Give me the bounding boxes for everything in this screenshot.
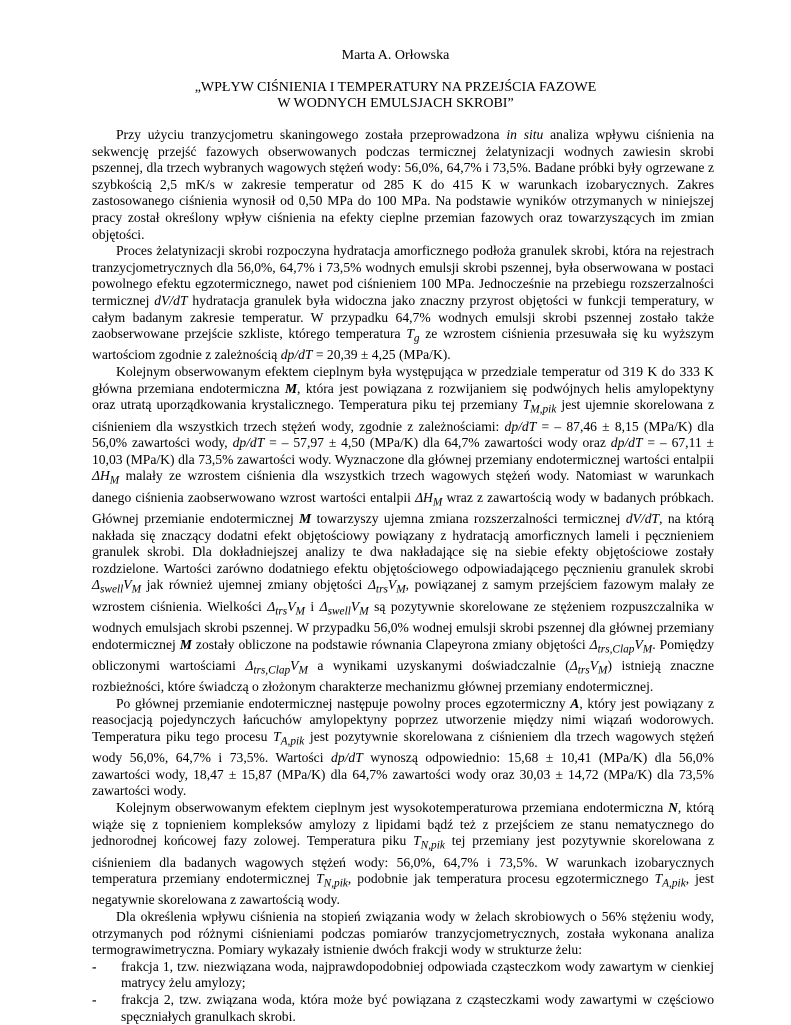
- paragraph-intro: Przy użyciu tranzycjometru skaningowego została przeprowadzona in situ analiza wpływu ciśnienia na sekwencję przejść fazowych obserwowanych podczas termicznej żelatynizacji wodnych zawiesin skrobi pszennej, dla trzech wybranych wagowych stężeń wody: 56,0%, 64,7% i 73,5%. Badane próbki były ogrzewane z szybkością 2,5 mK/s w zakresie temperatur od 285 K do 415 K w warunkach izobarycznych. Zakres zastosowanego ciśnienia wynosił od 0,50 MPa do 100 MPa. Na podstawie wyników otrzymanych w niniejszej pracy został określony wpływ ciśnienia na efekty cieplne przemian fazowych oraz towarzyszących im zmian objętości.: [92, 127, 714, 242]
- document-title: [0, 80, 791, 112]
- list-item: - frakcja 2, tzw. związana woda, która może być powiązana z cząsteczkami wody zawartymi w częściowo spęczniałych granulkach skrobi.: [92, 992, 714, 1025]
- paragraph-high-temperature-transition: Kolejnym obserwowanym efektem cieplnym jest wysokotemperaturowa przemiana endotermiczna N, którą wiąże się z topnieniem kompleksów amylozy z lipidami bądź też z przejściem ze stanu nematycznego do jednorodnej końcowej fazy zolowej. Temperatura piku $T_{N,pik}$ tej przemiany jest pozytywnie skorelowana z ciśnieniem dla badanych wagowych stężeń wody: 56,0%, 64,7% i 73,5%. W warunkach izobarycznych temperatura przemiany endotermicznej $T_{N,pik}$, podobnie jak temperatura procesu egzotermicznego $T_{A,pik}$, jest negatywnie skorelowana z zawartością wody.: [92, 800, 715, 908]
- paragraph-main-transition: Kolejnym obserwowanym efektem cieplnym była występująca w przedziale temperatur od 319 K do 333 K główna przemiana endotermiczna M, która jest powiązana z rozwijaniem się podwójnych helis amylopektyny oraz utratą uporządkowania krystalicznego. Temperatura piku tej przemiany $T_{M,pik}$ jest ujemnie skorelowana z ciśnieniem dla wszystkich trzech stężeń wody, zgodnie z zależnościami: dp/dT = – 87,46 ± 8,15 (MPa/K) dla 56,0% zawartości wody, dp/dT = – 57,97 ± 4,50 (MPa/K) dla 64,7% zawartości wody oraz dp/dT = – 67,11 ± 10,03 (MPa/K) dla 73,5% zawartości wody. Wyznaczone dla głównej przemiany endotermicznej wartości entalpii $\Delta H_M$ malały ze wzrostem ciśnienia dla wszystkich trzech wagowych stężeń wody. Natomiast w warunkach danego ciśnienia zaobserwowano wzrost wartości entalpii $\Delta H_M$ wraz z zawartością wody w badanych próbkach. Głównej przemianie endotermicznej M towarzyszy ujemna zmiana rozszerzalności termicznej dV/dT, na którą nakłada się znaczący dodatni efekt objętościowy powiązany z hydratacją amorficznych lameli i pęcznieniem granulek skrobi. Dla dokładniejszej analizy te dwa nakładające się na siebie efekty objętościowe zostały rozdzielone. Wartości zarówno dodatniego efektu objętościowego odpowiadającego pęcznieniu granulek skrobi $\Delta_{swell}V_M$ jak również ujemnej zmiany objętości $\Delta_{trs}V_M$, powiązanej z samym przejściem fazowym malały ze wzrostem ciśnienia. Wielkości $\Delta_{trs}V_M$ i $\Delta_{swell}V_M$ są pozytywnie skorelowane ze stężeniem rozpuszczalnika w wodnych emulsjach skrobi pszennej. W przypadku 56,0% wodnej emulsji skrobi pszennej dla głównej przemiany endotermicznej M zostały obliczone na podstawie równania Clapeyrona zmiany objętości $\Delta_{trs,Clap}V_M$. Pomiędzy obliczonymi wartościami $\Delta_{trs,Clap}V_M$ a wynikami uzyskanymi doświadczalnie $(\Delta_{trs}V_M)$ istnieją znaczne rozbieżności, które świadczą o złożonym charakterze mechanizmu głównej przemiany endotermicznej.: [92, 364, 714, 695]
- paragraph-hydration: Proces żelatynizacji skrobi rozpoczyna hydratacja amorficznego podłoża granulek skrobi, która na rejestrach tranzycjometrycznych dla 56,0%, 64,7% i 73,5% wodnych emulsji skrobi pszennej, była obserwowana w postaci powolnego efektu egzotermicznego, nawet pod ciśnieniem 100 MPa. Jednocześnie na przebiegu rozszerzalności termicznej dV/dT hydratacja granulek była widoczna jako znaczny przyrost objętości w funkcji temperatury, w całym badanym zakresie temperatur. W przypadku 64,7% wodnych emulsji skrobi pszennej zostało także zaobserwowane przejście szkliste, którego temperatura $T_g$ ze wzrostem ciśnienia przesuwała się ku wyższym wartościom zgodnie z zależnością dp/dT = 20,39 ± 4,25 (MPa/K).: [92, 243, 715, 363]
- water-fractions-list: [92, 959, 714, 1025]
- document-body: [92, 127, 714, 1025]
- title-line-2: W WODNYCH EMULSJACH SKROBI”: [277, 96, 514, 111]
- paragraph-exothermic-process: Po głównej przemianie endotermicznej następuje powolny proces egzotermiczny A, który jest powiązany z reasocjacją pojedynczych łańcuchów amylopektyny poprzez utworzenie między nimi wiązań wodorowych. Temperatura piku tego procesu $T_{A,pik}$ jest pozytywnie skorelowana z ciśnieniem dla trzech wagowych stężeń wody 56,0%, 64,7% i 73,5%. Wartości dp/dT wynoszą odpowiednio: 15,68 ± 10,41 (MPa/K) dla 56,0% zawartości wody, 18,47 ± 15,87 (MPa/K) dla 64,7% zawartości wody oraz 30,03 ± 14,72 (MPa/K) dla 73,5% zawartości wody.: [92, 695, 714, 799]
- title-line-1: „WPŁYW CIŚNIENIA I TEMPERATURY NA PRZEJŚCIA FAZOWE: [194, 80, 597, 95]
- author-name: Marta A. Orłowska: [341, 48, 450, 63]
- list-item: - frakcja 1, tzw. niezwiązana woda, najprawdopodobniej odpowiada cząsteczkom wody zawartym w cienkiej matrycy żelu amylozy;: [92, 959, 714, 992]
- paragraph-thermogravimetry: Dla określenia wpływu ciśnienia na stopień związania wody w żelach skrobiowych o 56% stężeniu wody, otrzymanych pod różnymi ciśnieniami podczas pomiarów tranzycjometrycznych, została wykonana analiza termograwimetryczna. Pomiary wykazały istnienie dwóch frakcji wody w strukturze żelu:: [92, 909, 714, 958]
